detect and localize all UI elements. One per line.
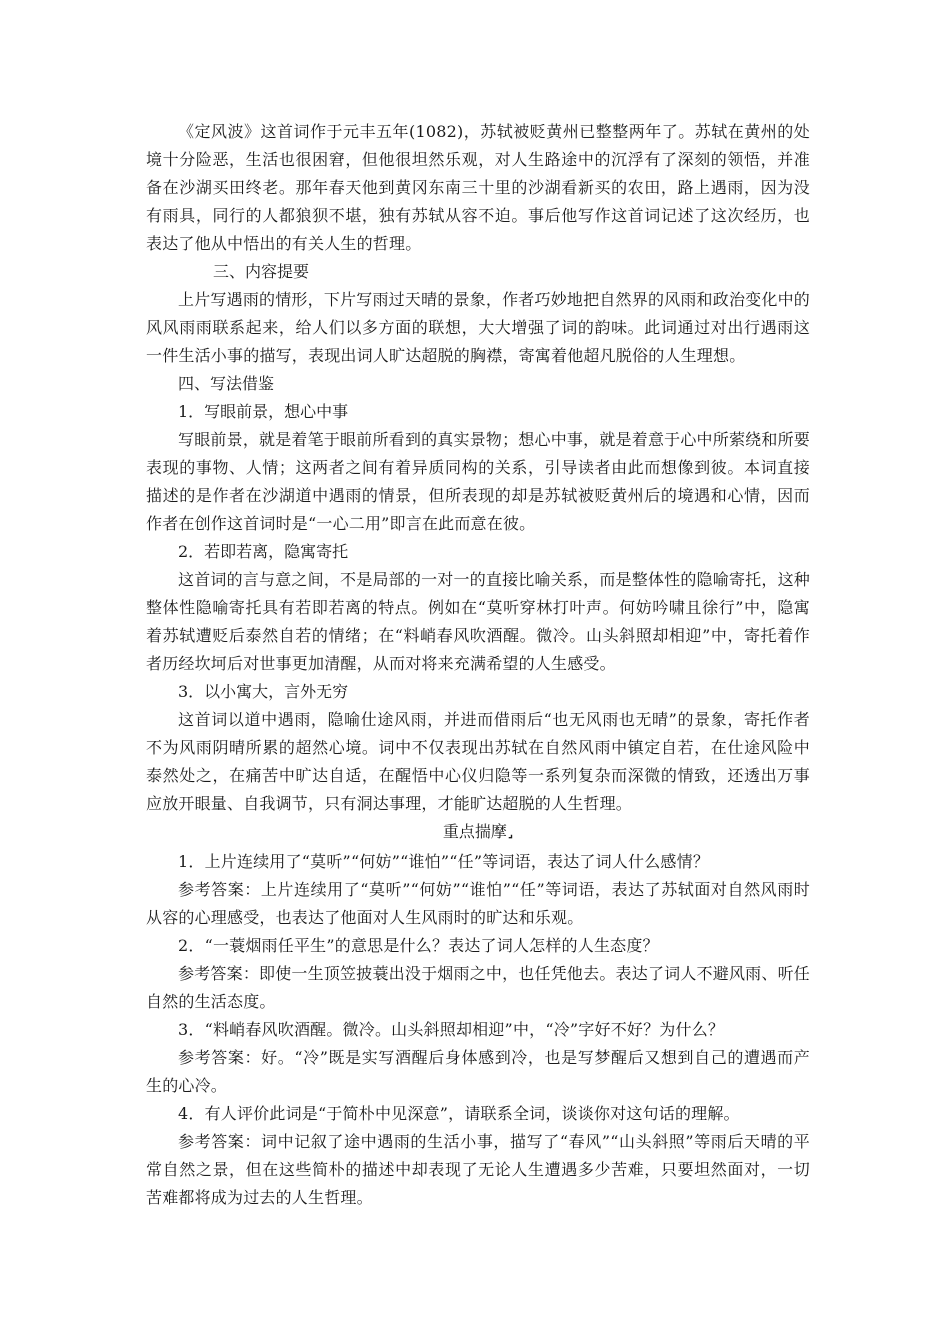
section-heading-content-summary: 三、内容提要 [213,262,310,281]
document-page [146,118,810,1212]
intro-paragraph: 《定风波》这首词作于元丰五年(1082)，苏轼被贬黄州已整整两年了。苏轼在黄州的处境十分险恶，生活也很困窘，但他很坦然乐观，对人生路途中的沉浮有了深刻的领悟，并准备在沙湖买田终老。那年春天他到黄冈东南三十里的沙湖看新买的农田，路上遇雨，因为没有雨具，同行的人都狼狈不堪，独有苏轼从容不迫。事后他写作这首词记述了这次经历，也表达了他从中悟出的有关人生的哲理。 [146,122,810,253]
answer-2: 参考答案：即使一生顶笠披蓑出没于烟雨之中，也任凭他去。表达了词人不避风雨、听任自然的生活态度。 [146,964,810,1011]
section-heading-writing-techniques: 四、写法借鉴 [178,374,275,393]
answer-3: 参考答案：好。“冷”既是实写酒醒后身体感到冷，也是写梦醒后又想到自己的遭遇而产生的心冷。 [146,1048,810,1095]
answer-1: 参考答案：上片连续用了“莫听”“何妨”“谁怕”“任”等词语，表达了苏轼面对自然风雨时从容的心理感受，也表达了他面对人生风雨时的旷达和乐观。 [146,880,810,927]
content-summary-paragraph: 上片写遇雨的情形，下片写雨过天晴的景象，作者巧妙地把自然界的风雨和政治变化中的风风雨雨联系起来，给人们以多方面的联想，大大增强了词的韵味。此词通过对出行遇雨这一件生活小事的描写，表现出词人旷达超脱的胸襟，寄寓着他超凡脱俗的人生理想。 [146,290,810,365]
practice-heading [146,818,810,848]
question-4: 4．有人评价此词是“于简朴中见深意”，请联系全词，谈谈你对这句话的理解。 [178,1104,740,1123]
technique-2-paragraph: 这首词的言与意之间，不是局部的一对一的直接比喻关系，而是整体性的隐喻寄托，这种整体性隐喻寄托具有若即若离的特点。例如在“莫听穿林打叶声。何妨吟啸且徐行”中，隐寓着苏轼遭贬后泰然自若的情绪；在“料峭春风吹酒醒。微冷。山头斜照却相迎”中，寄托着作者历经坎坷后对世事更加清醒，从而对将来充满希望的人生感受。 [146,570,810,673]
answer-4: 参考答案：词中记叙了途中遇雨的生活小事，描写了“春风”“山头斜照”等雨后天晴的平常自然之景，但在这些简朴的描述中却表现了无论人生遭遇多少苦难，只要坦然面对，一切苦难都将成为过去的人生哲理。 [146,1132,810,1207]
technique-3-title: 3．以小寓大，言外无穷 [178,682,349,701]
technique-3-paragraph: 这首词以道中遇雨，隐喻仕途风雨，并进而借雨后“也无风雨也无晴”的景象，寄托作者不为风雨阴晴所累的超然心境。词中不仅表现出苏轼在自然风雨中镇定自若，在仕途风险中泰然处之，在痛苦中旷达自适，在醒悟中心仪归隐等一系列复杂而深微的情致，还透出万事应放开眼量、自我调节，只有洞达事理，才能旷达超脱的人生哲理。 [146,710,810,813]
practice-heading-text: 重点揣摩 [442,822,507,841]
question-1: 1．上片连续用了“莫听”“何妨”“谁怕”“任”等词语，表达了词人什么感情？ [178,852,710,871]
question-3: 3．“料峭春风吹酒醒。微冷。山头斜照却相迎”中，“冷”字好不好？为什么？ [178,1020,725,1039]
corner-mark: ⌟ [507,827,514,840]
question-2: 2．“一蓑烟雨任平生”的意思是什么？表达了词人怎样的人生态度？ [178,936,659,955]
technique-2-title: 2．若即若离，隐寓寄托 [178,542,349,561]
technique-1-title: 1．写眼前景，想心中事 [178,402,349,421]
technique-1-paragraph: 写眼前景，就是着笔于眼前所看到的真实景物；想心中事，就是着意于心中所萦绕和所要表现的事物、人情；这两者之间有着异质同构的关系，引导读者由此而想像到彼。本词直接描述的是作者在沙湖道中遇雨的情景，但所表现的却是苏轼被贬黄州后的境遇和心情，因而作者在创作这首词时是“一心二用”即言在此而意在彼。 [146,430,810,533]
